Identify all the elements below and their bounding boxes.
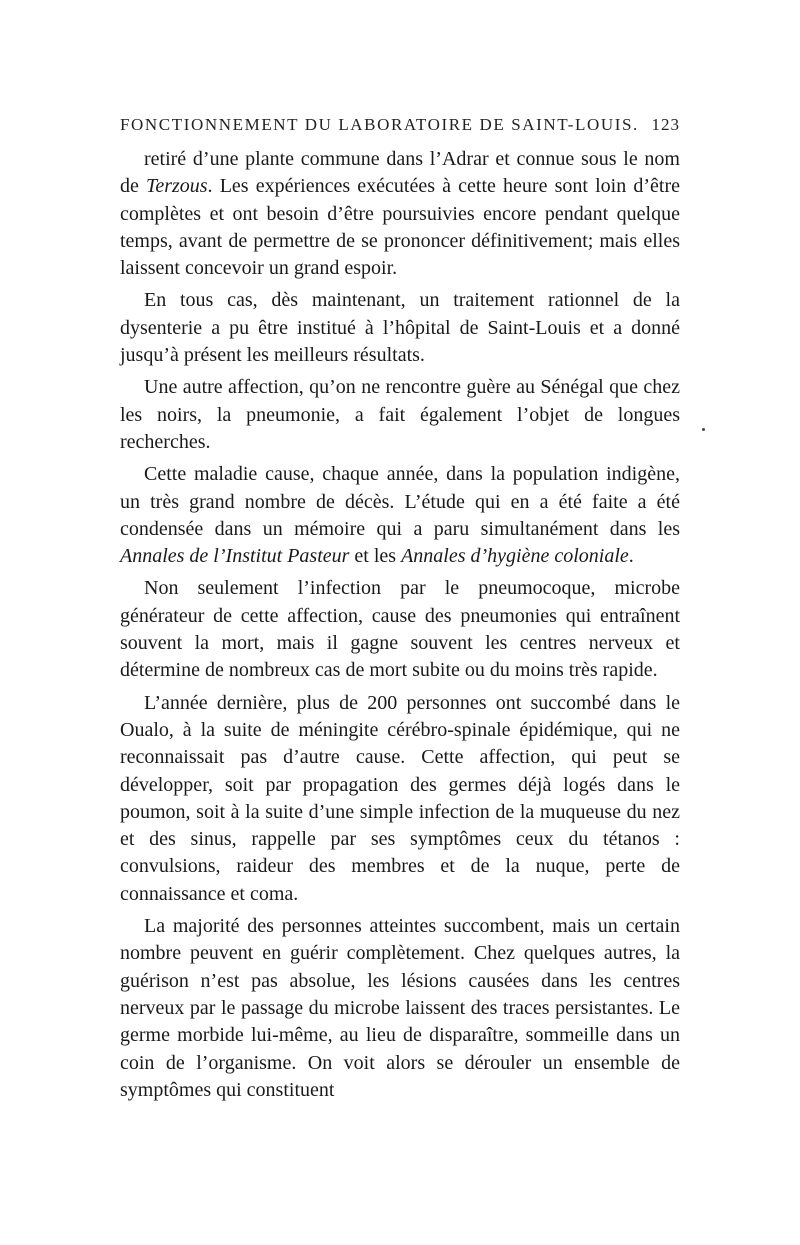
body-text [120,146,680,1104]
book-page [120,112,680,1104]
paragraph-5: Non seulement l’infection par le pneumocoque, microbe générateur de cette affection, cause des pneumonies qui entraînent souvent la mort, mais il gagne souvent les centres nerveux et détermine de nombreux cas de mort subite ou du moins très rapide. [120,577,680,682]
journal-title-annales-pasteur: Annales de l’Institut Pasteur [120,545,350,568]
ink-speck [702,428,705,431]
paragraph-7: La majorité des personnes atteintes succombent, mais un certain nombre peuvent en guérir complètement. Chez quelques autres, la guérison n’est pas absolue, les lésions causées dans les centres nerveux par le passage du microbe laissent des traces persistantes. Le germe morbide lui-même, au lieu de disparaître, sommeille dans un coin de l’organisme. On voit alors se dérouler un ensemble de symptômes qui constituent [120,915,680,1101]
running-title: FONCTIONNEMENT DU LABORATOIRE DE SAINT-LOUIS. [120,115,639,134]
plant-name-terzous: Terzous [146,175,208,198]
page-number: 123 [651,115,680,134]
paragraph-3: Une autre affection, qu’on ne rencontre guère au Sénégal que chez les noirs, la pneumonie, a fait également l’objet de longues recherches. [120,376,680,453]
paragraph-1: retiré d’une plante commune dans l’Adrar et connue sous le nom de Terzous. Les expériences exécutées à cette heure sont loin d’être complètes et ont besoin d’être poursuivies encore pendant quelque temps, avant de permettre de se prononcer définitivement; mais elles laissent concevoir un grand espoir. [120,148,680,280]
paragraph-2: En tous cas, dès maintenant, un traitement rationnel de la dysenterie a pu être institué à l’hôpital de Saint-Louis et a donné jusqu’à présent les meilleurs résultats. [120,289,680,367]
running-head [120,112,680,138]
paragraph-4: Cette maladie cause, chaque année, dans la population indigène, un très grand nombre de décès. L’étude qui en a été faite a été condensée dans un mémoire qui a paru simultanément dans les Annales de l’Institut Pasteur et les Annales d’hygiène coloniale. [120,463,680,568]
journal-title-annales-hygiene: Annales d’hygiène coloniale [401,545,629,568]
paragraph-6: L’année dernière, plus de 200 personnes ont succombé dans le Oualo, à la suite de méningite cérébro-spinale épidémique, qui ne reconnaissait pas d’autre cause. Cette affection, qui peut se développer, soit par propagation des germes déjà logés dans le poumon, soit à la suite d’une simple infection de la muqueuse du nez et des sinus, rappelle par ses symptômes ceux du tétanos : convulsions, raideur des membres et de la nuque, perte de connaissance et coma. [120,691,680,905]
